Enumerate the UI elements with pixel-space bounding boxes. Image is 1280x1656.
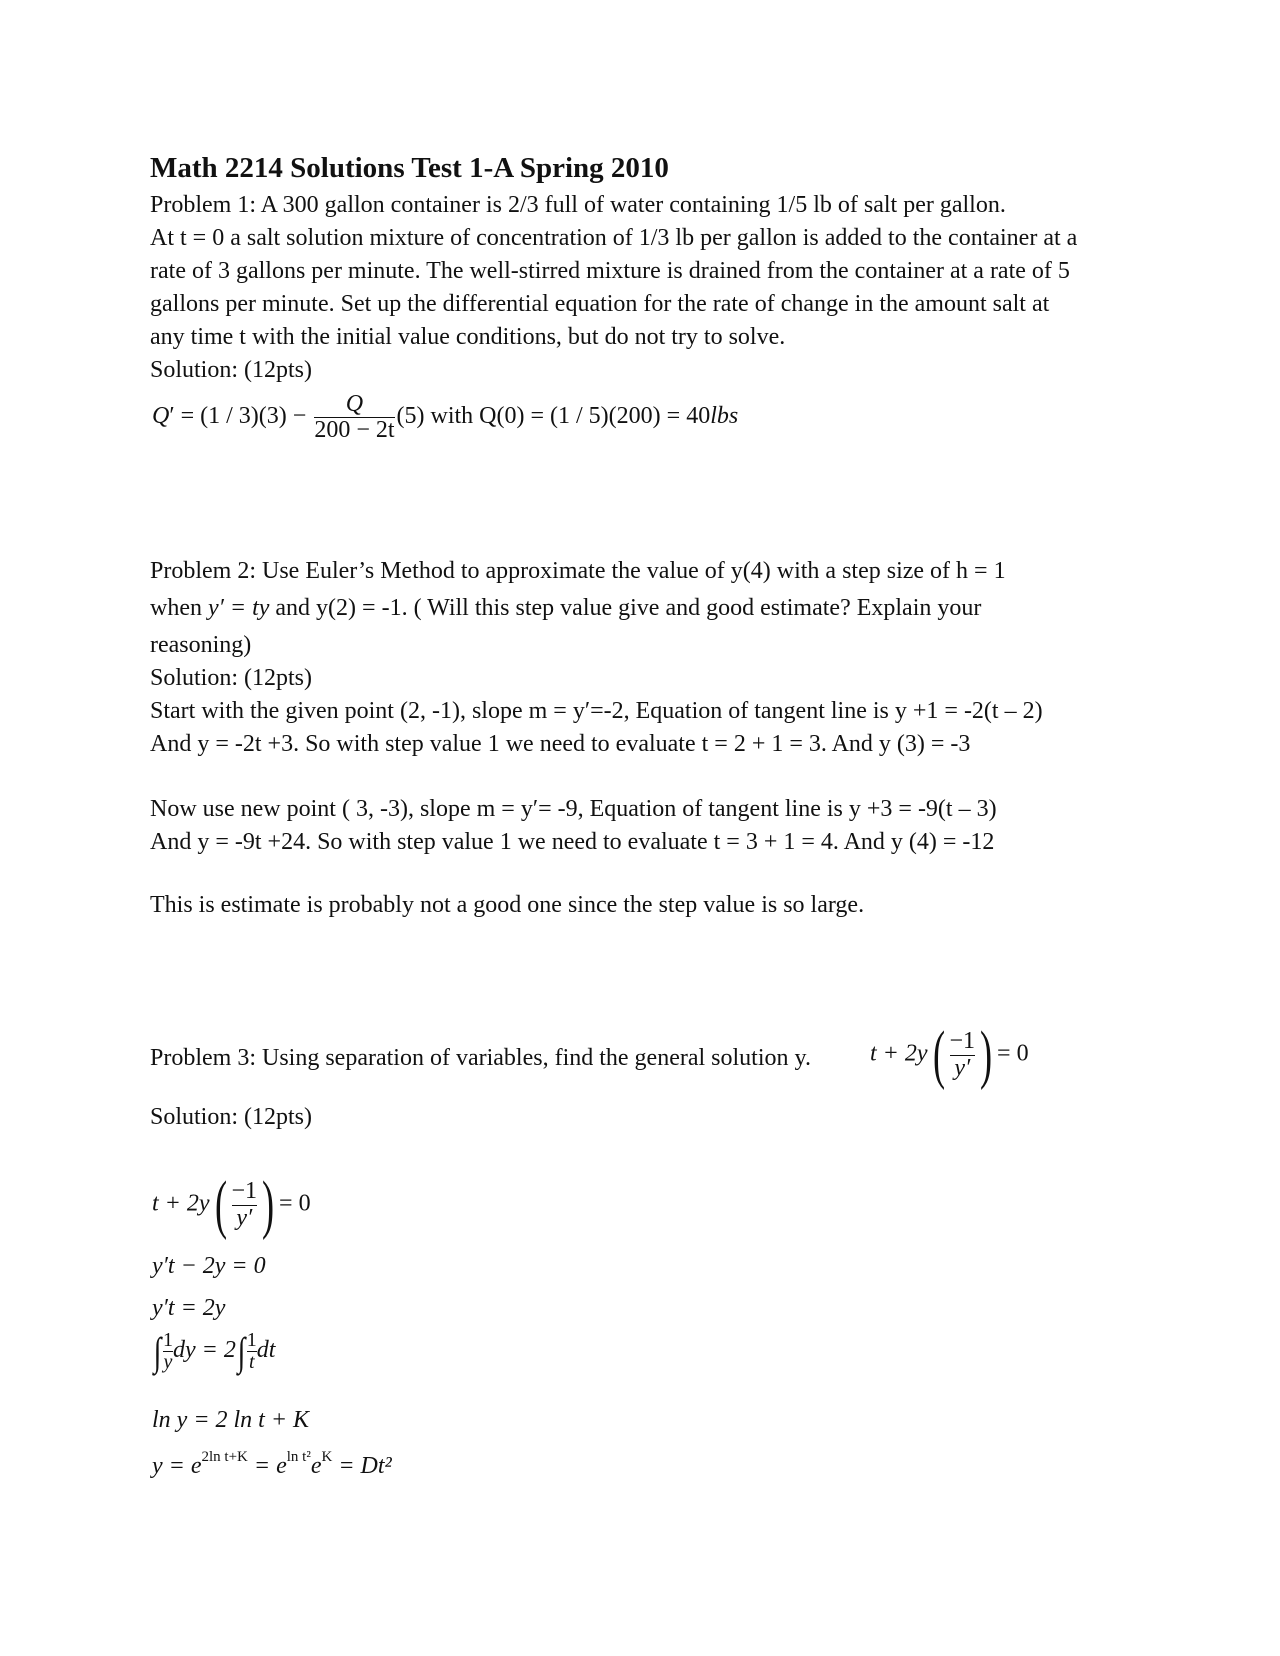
problem2-step2-tangent: Now use new point ( 3, -3), slope m = y′= -9, Equation of tangent line is y +3 = -9(t – 3) [150, 796, 997, 822]
problem3-step-1: t + 2y( $\frac{-1}{y'}$ ) = 0 [152, 1168, 311, 1241]
problem3-step-3: y′t = 2y [152, 1295, 226, 1321]
problem1-line-1: Problem 1: A 300 gallon container is 2/3 full of water containing 1/5 lb of salt per gallon. [150, 192, 1006, 218]
problem3-solution-label: Solution: (12pts) [150, 1104, 313, 1130]
problem2-line-1: Problem 2: Use Euler’s Method to approximate the value of y(4) with a step size of h = 1 [150, 558, 1006, 584]
problem2-line-3: reasoning) [150, 632, 252, 658]
problem2-conclusion: This is estimate is probably not a good one since the step value is so large. [150, 892, 865, 918]
problem3-equation: t + 2y( $\frac{-1}{y'}$ ) = 0 [870, 1018, 1029, 1091]
problem2-line-2: when y′ = ty and y(2) = -1. ( Will this step value give and good estimate? Explain your [150, 595, 982, 621]
problem1-line-5: any time t with the initial value conditions, but do not try to solve. [150, 324, 786, 350]
problem3-step-2: y′t − 2y = 0 [152, 1253, 266, 1279]
problem1-solution-label: Solution: (12pts) [150, 357, 313, 383]
problem3-step-4: ∫ $\frac{1}{y}$ dy = 2∫ $\frac{1}{t}$ dt [153, 1328, 276, 1374]
problem2-solution-label: Solution: (12pts) [150, 665, 313, 691]
problem1-line-2: At t = 0 a salt solution mixture of concentration of 1/3 lb per gallon is added to the container at a [150, 225, 1078, 251]
problem3-step-6: $y = e^{2ln t+K} = e^{ln t^2}e^K = Dt^2$ [152, 1449, 392, 1479]
problem1-equation: Q′ = (1 / 3)(3) − $\frac{Q}{200 - 2t}$ (5) with Q(0) = (1 / 5)(200) = 40lbs [152, 391, 739, 444]
problem1-line-3: rate of 3 gallons per minute. The well-stirred mixture is drained from the container at a rate of 5 [150, 258, 1070, 284]
problem1-line-4: gallons per minute. Set up the differential equation for the rate of change in the amount salt at [150, 291, 1050, 317]
problem3-step-5: ln y = 2 ln t + K [152, 1407, 310, 1433]
problem2-step1-evaluate: And y = -2t +3. So with step value 1 we need to evaluate t = 2 + 1 = 3. And y (3) = -3 [150, 731, 971, 757]
problem3-statement: Problem 3: Using separation of variables, find the general solution y. [150, 1045, 811, 1071]
problem2-step1-tangent: Start with the given point (2, -1), slope m = y′=-2, Equation of tangent line is y +1 = -2(t – 2) [150, 698, 1043, 724]
problem2-step2-evaluate: And y = -9t +24. So with step value 1 we need to evaluate t = 3 + 1 = 4. And y (4) = -12 [150, 829, 995, 855]
page-title: Math 2214 Solutions Test 1-A Spring 2010 [150, 152, 669, 184]
